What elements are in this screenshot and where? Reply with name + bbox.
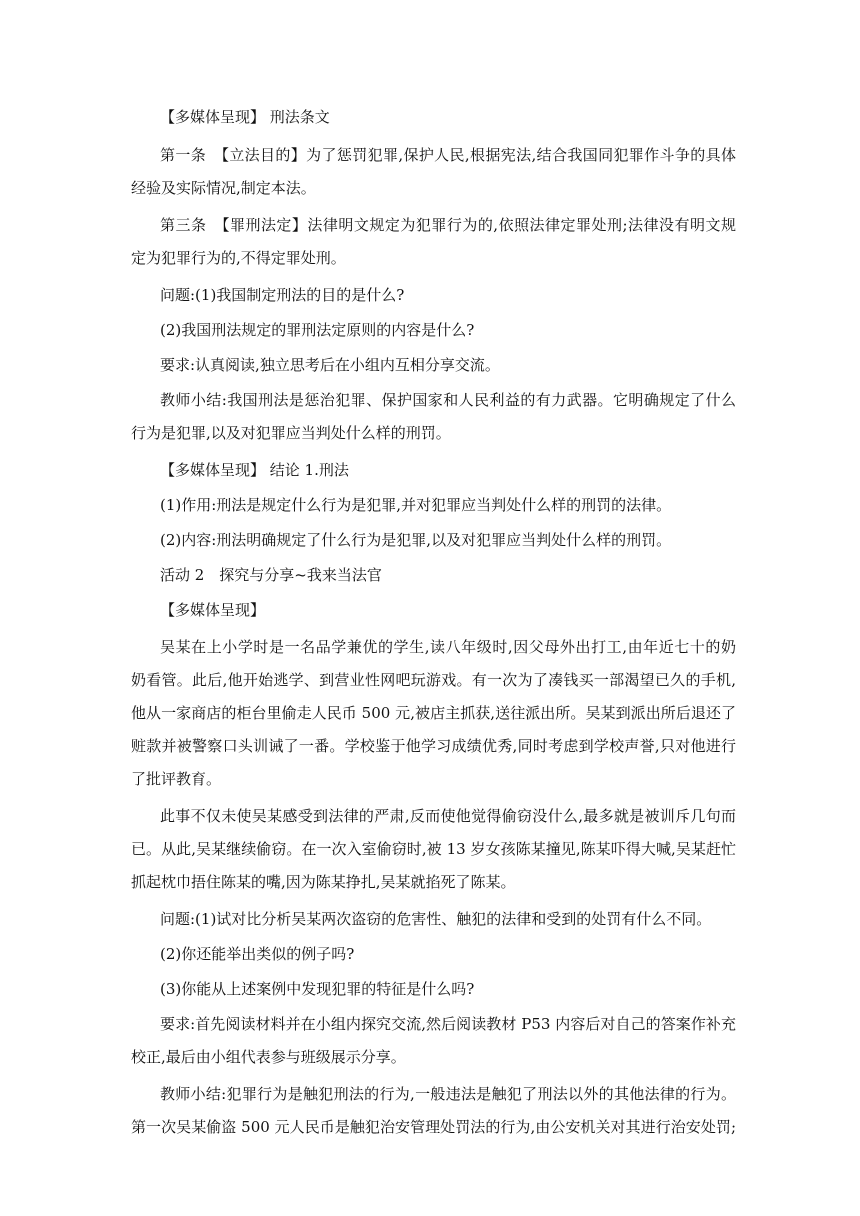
multimedia-heading: 【多媒体呈现】 刑法条文 bbox=[160, 108, 330, 126]
teacher-summary-2-line-2: 第一次吴某偷盗 500 元人民币是触犯治安管理处罚法的行为,由公安机关对其进行治安处罚; bbox=[131, 1118, 736, 1136]
question-1: 问题:(1)我国制定刑法的目的是什么? bbox=[160, 286, 405, 304]
case-paragraph-1-line-4: 赃款并被警察口头训诫了一番。学校鉴于他学习成绩优秀,同时考虑到学校声誉,只对他进行 bbox=[131, 737, 736, 755]
case-question-3: (3)你能从上述案例中发现犯罪的特征是什么吗? bbox=[160, 980, 475, 998]
article-one-line-1: 第一条 【立法目的】为了惩罚犯罪,保护人民,根据宪法,结合我国同犯罪作斗争的具体 bbox=[160, 146, 736, 164]
case-paragraph-2-line-1: 此事不仅未使吴某感受到法律的严肃,反而使他觉得偷窃没什么,最多就是被训斥几句而 bbox=[160, 807, 736, 825]
case-requirement-line-1: 要求:首先阅读材料并在小组内探究交流,然后阅读教材 P53 内容后对自己的答案作补充 bbox=[160, 1015, 736, 1033]
content-item: (2)内容:刑法明确规定了什么行为是犯罪,以及对犯罪应当判处什么样的刑罚。 bbox=[160, 531, 672, 549]
case-question-2: (2)你还能举出类似的例子吗? bbox=[160, 945, 355, 963]
function-item: (1)作用:刑法是规定什么行为是犯罪,并对犯罪应当判处什么样的刑罚的法律。 bbox=[160, 496, 672, 514]
case-paragraph-1-line-1: 吴某在上小学时是一名品学兼优的学生,读八年级时,因父母外出打工,由年近七十的奶 bbox=[160, 638, 736, 656]
case-paragraph-1-line-3: 他从一家商店的柜台里偷走人民币 500 元,被店主抓获,送往派出所。吴某到派出所后退还了 bbox=[131, 704, 736, 722]
case-paragraph-1-line-2: 奶看管。此后,他开始逃学、到营业性网吧玩游戏。有一次为了凑钱买一部渴望已久的手机, bbox=[131, 671, 736, 689]
multimedia-heading-2: 【多媒体呈现】 bbox=[160, 601, 266, 619]
teacher-summary-line-1: 教师小结:我国刑法是惩治犯罪、保护国家和人民利益的有力武器。它明确规定了什么 bbox=[160, 391, 736, 409]
requirement: 要求:认真阅读,独立思考后在小组内互相分享交流。 bbox=[160, 356, 500, 374]
teacher-summary-line-2: 行为是犯罪,以及对犯罪应当判处什么样的刑罚。 bbox=[131, 424, 451, 442]
case-question-1: 问题:(1)试对比分析吴某两次盗窃的危害性、触犯的法律和受到的处罚有什么不同。 bbox=[160, 910, 712, 928]
article-one-line-2: 经验及实际情况,制定本法。 bbox=[131, 179, 316, 197]
question-2: (2)我国刑法规定的罪刑法定原则的内容是什么? bbox=[160, 321, 475, 339]
teacher-summary-2-line-1: 教师小结:犯罪行为是触犯刑法的行为,一般违法是触犯了刑法以外的其他法律的行为。 bbox=[160, 1085, 736, 1103]
case-paragraph-1-line-5: 了批评教育。 bbox=[131, 770, 222, 788]
case-paragraph-2-line-3: 抓起枕巾捂住陈某的嘴,因为陈某挣扎,吴某就掐死了陈某。 bbox=[131, 873, 516, 891]
case-requirement-line-2: 校正,最后由小组代表参与班级展示分享。 bbox=[131, 1048, 406, 1066]
case-paragraph-2-line-2: 已。从此,吴某继续偷窃。在一次入室偷窃时,被 13 岁女孩陈某撞见,陈某吓得大喊,吴某赶忙 bbox=[131, 840, 736, 858]
activity-2-heading: 活动 2 探究与分享~我来当法官 bbox=[160, 566, 382, 584]
multimedia-conclusion-heading: 【多媒体呈现】 结论 1.刑法 bbox=[160, 461, 349, 479]
article-three-line-2: 定为犯罪行为的,不得定罪处刑。 bbox=[131, 249, 346, 267]
article-three-line-1: 第三条 【罪刑法定】法律明文规定为犯罪行为的,依照法律定罪处刑;法律没有明文规 bbox=[160, 216, 736, 234]
